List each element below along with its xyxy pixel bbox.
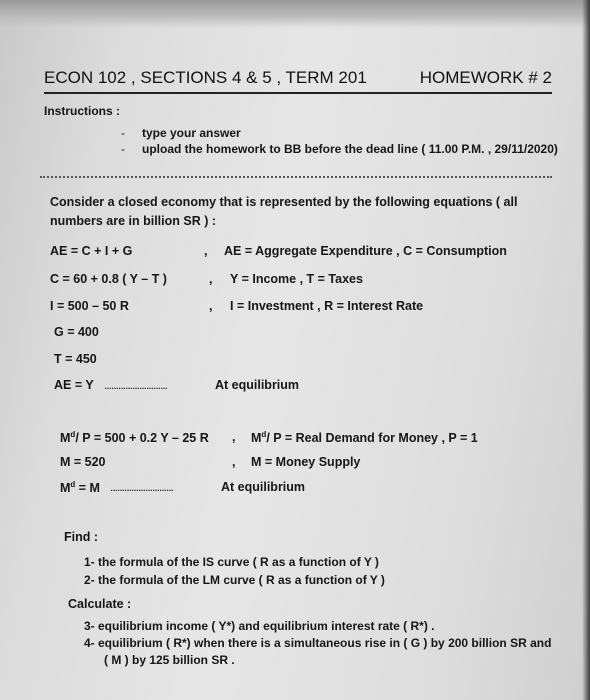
equation-ae-desc: AE = Aggregate Expenditure , C = Consumption <box>224 244 507 258</box>
leader-dots: ........................... <box>110 480 174 494</box>
money-supply-equation: M = 520 <box>60 455 106 469</box>
equation-government: G = 400 <box>54 325 99 339</box>
page-shadow-top <box>0 0 590 28</box>
intro-line-1: Consider a closed economy that is represented by the following equations ( all <box>50 195 518 209</box>
find-item: 2- the formula of the LM curve ( R as a function of Y ) <box>84 573 385 587</box>
calculate-item-continued: ( M ) by 125 billion SR . <box>104 653 235 667</box>
equation-ae: AE = C + I + G <box>50 244 133 258</box>
money-demand-equation: $M^d/$ P = 500 + 0.2 Y – 25 R <box>60 430 209 445</box>
separator: , <box>204 244 208 258</box>
homework-number: HOMEWORK # 2 <box>419 68 552 87</box>
equation-taxes: T = 450 <box>54 352 97 366</box>
document-header <box>44 66 552 94</box>
separator: , <box>232 455 236 469</box>
page-shadow-right <box>582 0 590 700</box>
find-label: Find : <box>64 530 99 544</box>
intro-line-2: numbers are in billion SR ) : <box>50 214 216 228</box>
equation-equilibrium: AE = Y <box>54 378 94 392</box>
separator: , <box>209 299 213 313</box>
find-item: 1- the formula of the IS curve ( R as a function of Y ) <box>84 555 379 569</box>
money-demand-desc: $M^d/$ P = Real Demand for Money , P = 1 <box>251 430 478 445</box>
calculate-item: 3- equilibrium income ( Y*) and equilibrium interest rate ( R*) . <box>84 619 435 633</box>
equation-consumption: C = 60 + 0.8 ( Y – T ) <box>50 272 167 286</box>
instruction-item: upload the homework to BB before the dead line ( 11.00 P.M. , 29/11/2020) <box>142 142 558 156</box>
separator: , <box>209 272 213 286</box>
bullet-icon: - <box>121 126 125 140</box>
money-supply-desc: M = Money Supply <box>251 455 361 469</box>
instructions-label: Instructions : <box>44 104 121 118</box>
equation-consumption-desc: Y = Income , T = Taxes <box>230 272 363 286</box>
bullet-icon: - <box>121 142 125 156</box>
equation-investment: I = 500 – 50 R <box>50 299 129 313</box>
calculate-item: 4- equilibrium ( R*) when there is a simultaneous rise in ( G ) by 200 billion SR and <box>84 636 552 650</box>
equation-investment-desc: I = Investment , R = Interest Rate <box>230 299 424 313</box>
section-divider <box>40 176 552 178</box>
money-equilibrium-equation: $M^d = M$ <box>60 480 100 495</box>
equation-equilibrium-desc: At equilibrium <box>215 378 300 392</box>
course-title: ECON 102 , SECTIONS 4 & 5 , TERM 201 <box>44 68 367 87</box>
calculate-label: Calculate : <box>68 597 132 611</box>
leader-dots: ........................... <box>104 378 168 392</box>
instruction-item: type your answer <box>142 126 241 140</box>
separator: , <box>232 430 236 444</box>
money-equilibrium-desc: At equilibrium <box>221 480 306 494</box>
